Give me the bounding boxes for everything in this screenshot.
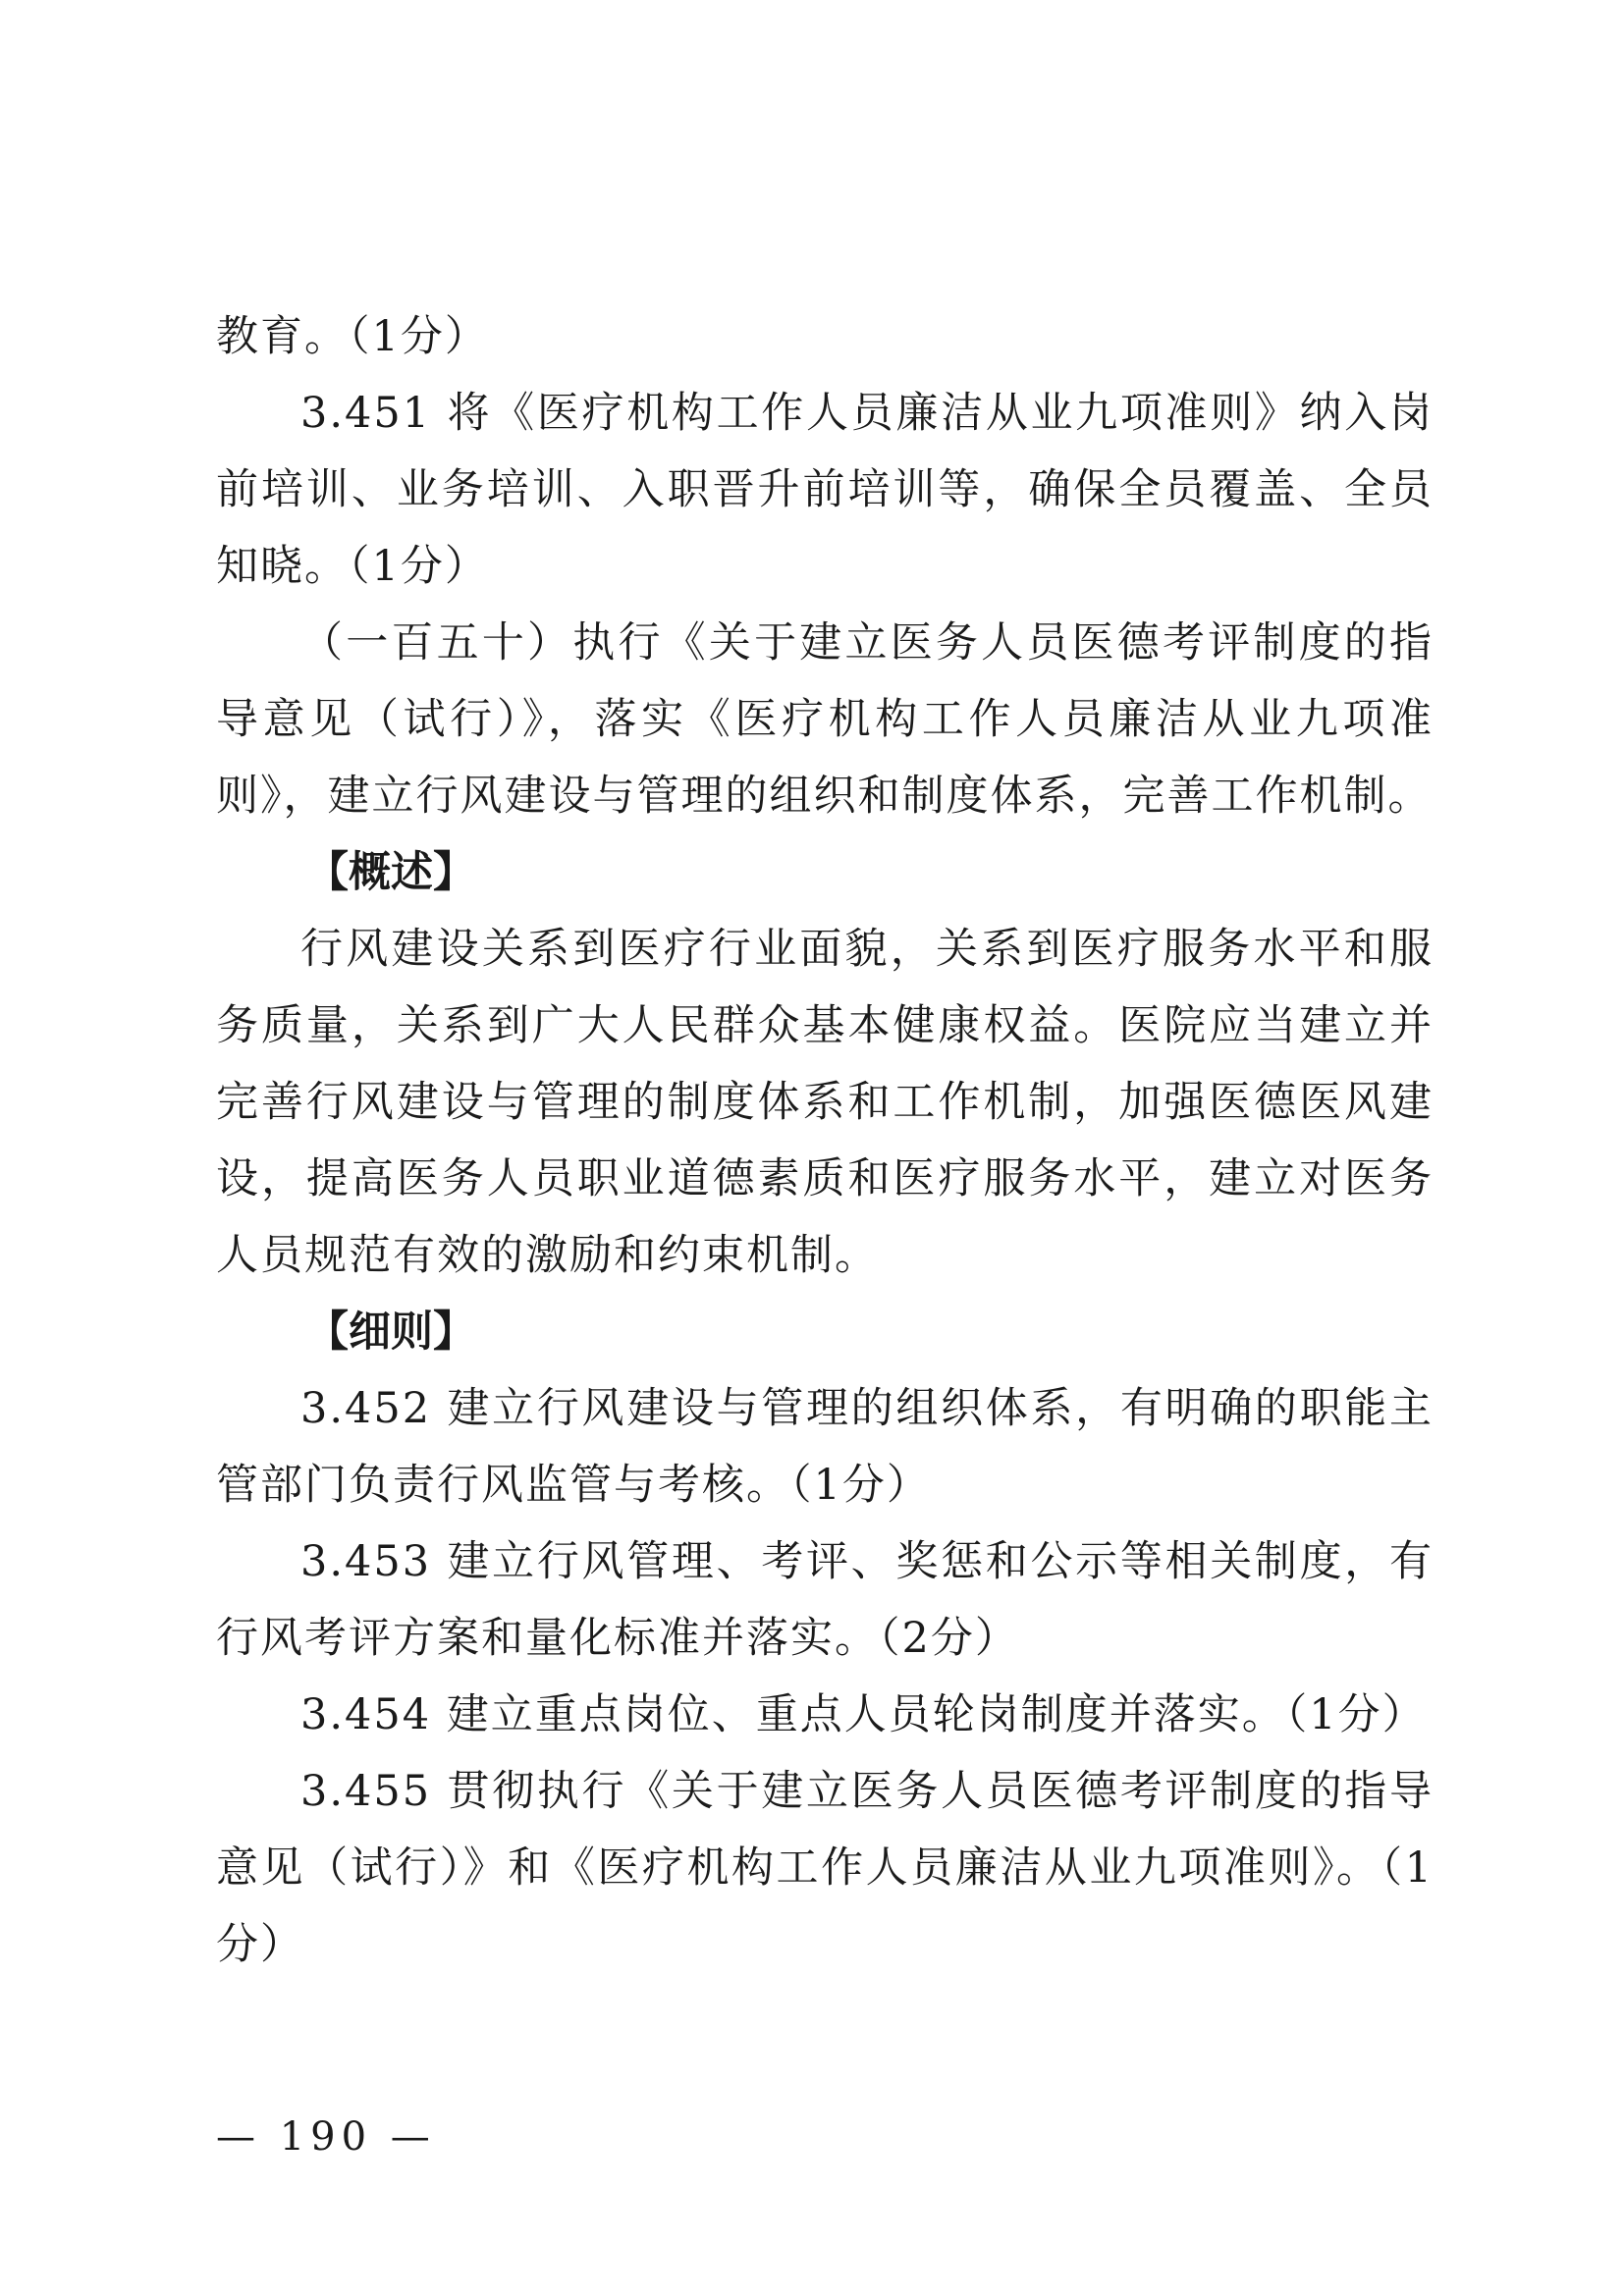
rules-heading: 【细则】 <box>306 1308 475 1357</box>
document-body <box>216 298 1434 1983</box>
overview-heading: 【概述】 <box>306 848 475 897</box>
rule-3-453: 3.453 建立行风管理、考评、奖惩和公示等相关制度，有行风考评方案和量化标准并落实。（2分） <box>216 1537 1434 1663</box>
article-150: （一百五十）执行《关于建立医务人员医德考评制度的指导意见（试行）》，落实《医疗机构工作人员廉洁从业九项准则》，建立行风建设与管理的组织和制度体系，完善工作机制。 <box>216 618 1434 821</box>
item-3-451: 3.451 将《医疗机构工作人员廉洁从业九项准则》纳入岗前培训、业务培训、入职晋升前培训等，确保全员覆盖、全员知晓。（1分） <box>216 389 1434 591</box>
rule-3-455: 3.455 贯彻执行《关于建立医务人员医德考评制度的指导意见（试行）》和《医疗机构工作人员廉洁从业九项准则》。（1分） <box>216 1767 1434 1969</box>
overview-paragraph: 行风建设关系到医疗行业面貌，关系到医疗服务水平和服务质量，关系到广大人民群众基本健康权益。医院应当建立并完善行风建设与管理的制度体系和工作机制，加强医德医风建设，提高医务人员职业道德素质和医疗服务水平，建立对医务人员规范有效的激励和约束机制。 <box>216 925 1434 1280</box>
rule-3-452: 3.452 建立行风建设与管理的组织体系，有明确的职能主管部门负责行风监管与考核。（1分） <box>216 1384 1434 1510</box>
continued-paragraph: 教育。（1分） <box>216 312 489 361</box>
page-number: — 190 — <box>216 2114 436 2160</box>
rule-3-454: 3.454 建立重点岗位、重点人员轮岗制度并落实。（1分） <box>300 1690 1427 1739</box>
